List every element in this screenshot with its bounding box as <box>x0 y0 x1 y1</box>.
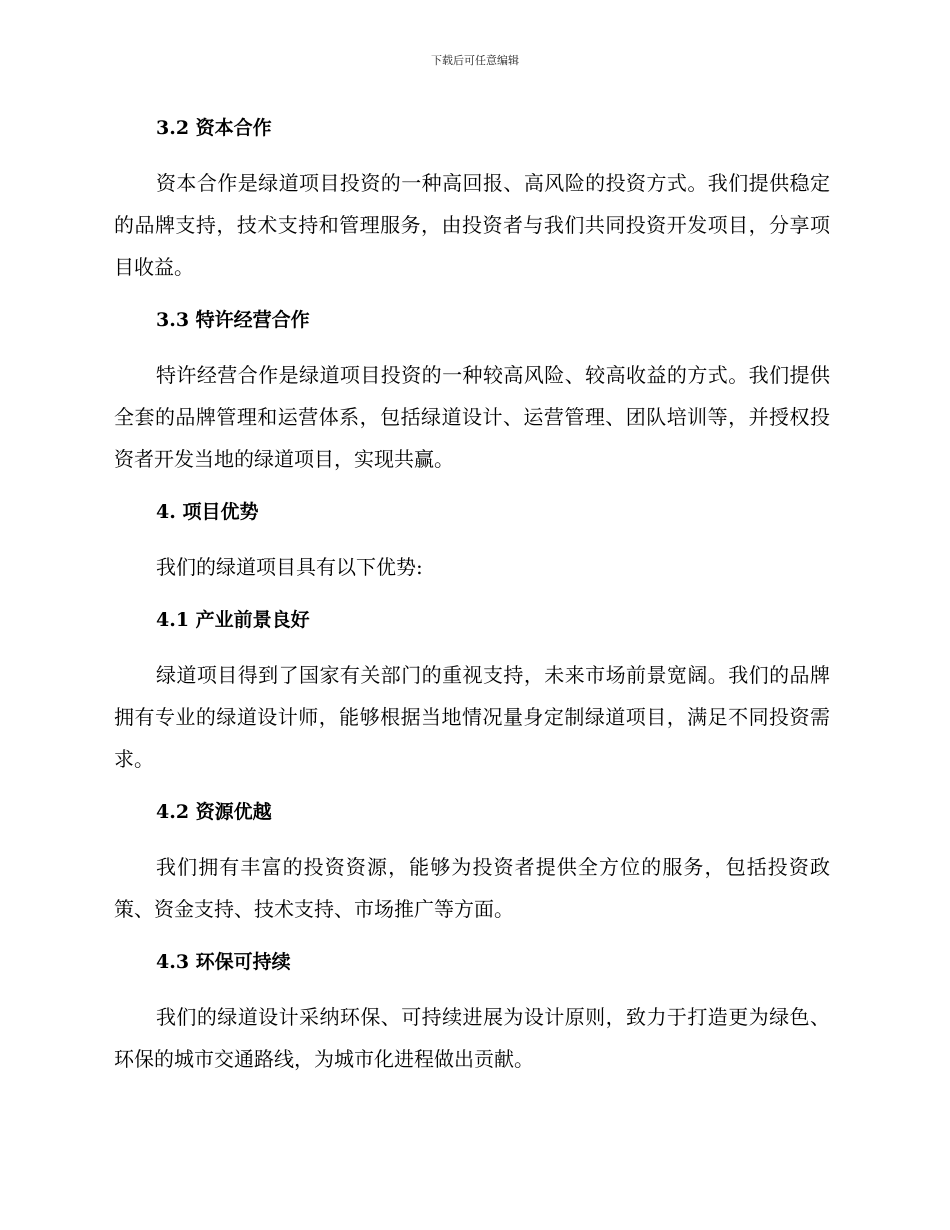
section-paragraph-4: 我们的绿道项目具有以下优势: <box>156 555 423 579</box>
section-heading-3-2: 3.2 资本合作 <box>156 117 272 139</box>
section-paragraph-3-3: 特许经营合作是绿道项目投资的一种较高风险、较高收益的方式。我们提供全套的品牌管理和运营体系，包括绿道设计、运营管理、团队培训等，并授权投资者开发当地的绿道项目，实现共赢。 <box>114 363 830 471</box>
section-heading-4-1: 4.1 产业前景良好 <box>156 609 310 631</box>
section-heading-4-2: 4.2 资源优越 <box>156 801 272 823</box>
section-heading-3-3: 3.3 特许经营合作 <box>156 309 310 331</box>
section-heading-4-3: 4.3 环保可持续 <box>156 951 291 973</box>
page-header: 下载后可任意编辑 <box>431 54 519 67</box>
section-paragraph-3-2: 资本合作是绿道项目投资的一种高回报、高风险的投资方式。我们提供稳定的品牌支持，技术支持和管理服务，由投资者与我们共同投资开发项目，分享项目收益。 <box>114 171 830 279</box>
section-paragraph-4-2: 我们拥有丰富的投资资源，能够为投资者提供全方位的服务，包括投资政策、资金支持、技术支持、市场推广等方面。 <box>114 855 830 921</box>
section-paragraph-4-1: 绿道项目得到了国家有关部门的重视支持，未来市场前景宽阔。我们的品牌拥有专业的绿道设计师，能够根据当地情况量身定制绿道项目，满足不同投资需求。 <box>114 663 830 771</box>
document-body <box>114 108 830 1080</box>
section-heading-4: 4. 项目优势 <box>156 501 259 523</box>
section-paragraph-4-3: 我们的绿道设计采纳环保、可持续进展为设计原则，致力于打造更为绿色、环保的城市交通路线，为城市化进程做出贡献。 <box>114 1005 830 1071</box>
